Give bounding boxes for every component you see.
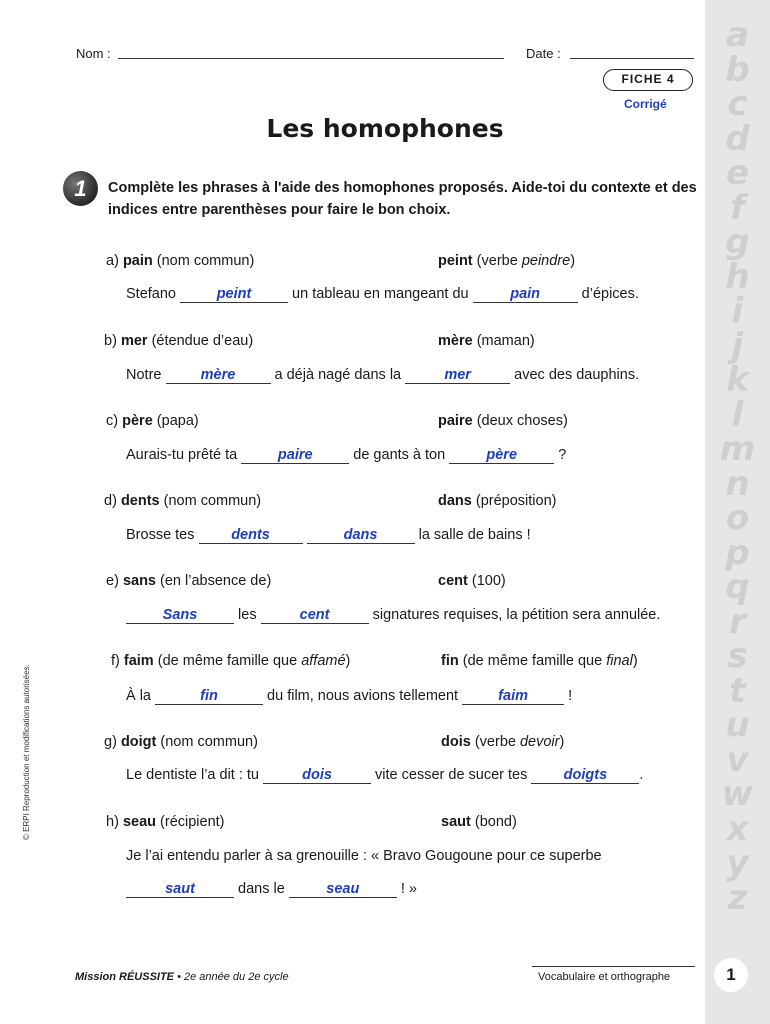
homophone-2: cent (438, 573, 468, 589)
sentence-text: avec des dauphins. (510, 367, 640, 383)
corrige-label: Corrigé (624, 97, 667, 111)
sentence-text: un tableau en mangeant du (288, 286, 473, 302)
homophone-1: dents (120, 493, 160, 509)
footer-section: Vocabulaire et orthographe (538, 971, 671, 983)
sentence-text: ! (564, 688, 573, 704)
sentence-text: a déjà nagé dans la (270, 367, 406, 383)
homophone-1: sans (122, 573, 156, 589)
sidebar-letter: d (725, 118, 750, 159)
sentence-text: vite cesser de sucer tes (371, 767, 532, 783)
answer-blank: pain (473, 286, 578, 303)
item-sentence (126, 607, 660, 624)
sidebar-letter: s (727, 636, 748, 676)
sentence-text: À la (126, 688, 156, 704)
item-header-2 (438, 333, 535, 349)
item-header (104, 493, 261, 509)
hint-1: (étendue d’eau) (151, 333, 254, 349)
answer-blank: seau (289, 881, 397, 898)
homophone-1: mer (120, 333, 148, 349)
answer-blank: doigts (531, 767, 639, 784)
sidebar-letter: t (729, 670, 746, 711)
hint-1: (en l’absence de) (160, 573, 272, 589)
homophone-2: saut (441, 814, 471, 830)
hint-2: (verbe (476, 253, 522, 269)
date-line (570, 58, 694, 59)
sentence-text: Notre (126, 367, 166, 383)
item-header (111, 653, 350, 669)
homophone-1: père (122, 413, 153, 429)
hint-1: (papa) (156, 413, 199, 429)
sidebar-letter: w (721, 774, 754, 814)
copyright-credit: © ERPI Reproduction et modifications autorisées. (22, 664, 31, 840)
hint-1: (nom commun) (156, 253, 255, 269)
hint-1-italic: affamé (301, 653, 346, 669)
sidebar-letter: z (727, 877, 748, 918)
sentence-text: Aurais-tu prêté ta (126, 447, 242, 463)
hint-1-end: ) (345, 653, 351, 669)
sidebar-letter: n (725, 463, 750, 504)
exercise-number-badge: 1 (63, 171, 98, 206)
answer-blank: mer (405, 367, 510, 384)
hint-2-end: ) (570, 253, 576, 269)
homophone-2: mère (438, 333, 473, 349)
footer-rule (532, 966, 695, 967)
answer-blank: peint (180, 286, 288, 303)
item-letter: h) (106, 814, 119, 830)
sentence-text: les (234, 607, 261, 623)
homophone-2: peint (438, 253, 473, 269)
sentence-text: ! » (396, 881, 417, 897)
item-sentence (126, 688, 572, 705)
item-letter: e) (106, 573, 119, 589)
sentence-text: . (639, 767, 644, 783)
sidebar-letter: h (725, 256, 750, 297)
item-sentence (126, 881, 417, 898)
sidebar-letter: q (725, 567, 750, 607)
item-sentence (126, 367, 639, 384)
answer-blank: dans (307, 527, 415, 544)
sentence-line-1: Je l’ai entendu parler à sa grenouille : « Bravo Gougoune pour ce superbe (126, 848, 602, 864)
answer-blank: mère (166, 367, 271, 384)
item-header-2 (438, 253, 575, 269)
hint-2-italic: devoir (519, 734, 560, 750)
sentence-text: Stefano (126, 286, 181, 302)
answer-blank: faim (462, 688, 564, 705)
item-header (106, 573, 271, 589)
item-header (106, 814, 225, 830)
sidebar-letter: y (726, 843, 749, 883)
sidebar-letter: e (725, 153, 750, 193)
name-line (118, 58, 504, 59)
sidebar-letter: p (725, 532, 750, 573)
footer-annee: • 2e année du 2e cycle (177, 971, 289, 983)
homophone-2: dans (438, 493, 472, 509)
item-letter: d) (104, 493, 117, 509)
item-header (106, 413, 199, 429)
homophone-1: seau (122, 814, 156, 830)
hint-2: (maman) (476, 333, 535, 349)
answer-blank: saut (126, 881, 234, 898)
footer-book-title (75, 971, 289, 983)
sentence-text: de gants à ton (349, 447, 450, 463)
item-letter: c) (106, 413, 119, 429)
hint-2: (préposition) (475, 493, 557, 509)
item-letter: g) (104, 734, 117, 750)
sidebar-letter: o (725, 498, 750, 538)
sidebar-letter: b (725, 49, 750, 90)
sidebar-letter: a (726, 15, 749, 55)
sidebar-letter: f (730, 187, 745, 228)
homophone-1: doigt (120, 734, 157, 750)
item-header-2 (438, 573, 506, 589)
item-header-2 (441, 734, 564, 750)
homophone-2: paire (438, 413, 473, 429)
alphabet-sidebar (705, 0, 770, 1024)
sentence-text: d’épices. (577, 286, 639, 302)
hint-2: (deux choses) (476, 413, 568, 429)
answer-blank: paire (241, 447, 349, 464)
hint-2-end: ) (632, 653, 638, 669)
homophone-1: faim (123, 653, 154, 669)
homophone-2: dois (441, 734, 471, 750)
sentence-text: du film, nous avions tellement (263, 688, 463, 704)
hint-2-italic: final (606, 653, 633, 669)
item-sentence (126, 767, 643, 784)
fiche-badge: FICHE 4 (603, 69, 693, 91)
hint-1: (de même famille que (157, 653, 302, 669)
item-header (104, 333, 253, 349)
hint-2: (verbe (474, 734, 520, 750)
homophone-1: pain (122, 253, 153, 269)
answer-blank: dents (199, 527, 303, 544)
sentence-text: la salle de bains ! (414, 527, 531, 543)
date-label: Date : (526, 46, 561, 61)
hint-1: (nom commun) (163, 493, 262, 509)
item-letter: a) (106, 253, 119, 269)
sentence-text: Brosse tes (126, 527, 199, 543)
item-header (106, 253, 254, 269)
sidebar-letter: u (725, 705, 750, 745)
sidebar-letter: k (726, 360, 749, 400)
item-header (104, 734, 258, 750)
sidebar-letter: g (725, 222, 750, 262)
item-header-2 (441, 814, 517, 830)
sidebar-letter: x (726, 808, 749, 849)
sidebar-letter: j (731, 325, 744, 366)
item-header-2 (438, 493, 556, 509)
answer-blank: dois (263, 767, 371, 784)
sentence-text: signatures requises, la pétition sera annulée. (368, 607, 661, 623)
sentence-text: dans le (234, 881, 289, 897)
sidebar-letter: m (719, 429, 756, 469)
page-number: 1 (714, 958, 748, 992)
item-sentence (126, 286, 639, 303)
sidebar-letter: i (731, 291, 744, 331)
hint-1: (nom commun) (160, 734, 258, 750)
item-sentence (126, 447, 566, 464)
answer-blank: père (449, 447, 554, 464)
item-letter: b) (104, 333, 117, 349)
item-sentence (126, 527, 531, 544)
answer-blank: cent (261, 607, 369, 624)
item-letter: f) (111, 653, 120, 669)
sidebar-letter: l (731, 394, 744, 435)
homophone-2: fin (441, 653, 459, 669)
hint-2-italic: peindre (521, 253, 571, 269)
sidebar-letter: v (726, 739, 749, 780)
exercise-instruction: Complète les phrases à l'aide des homophones proposés. Aide-toi du contexte et des indices entre parenthèses pour faire le bon choix. (108, 180, 697, 218)
name-label: Nom : (76, 46, 111, 61)
sidebar-letter: c (727, 84, 748, 124)
answer-blank: fin (155, 688, 263, 705)
hint-2-end: ) (559, 734, 565, 750)
hint-2: (de même famille que (462, 653, 607, 669)
alphabet-letters (705, 15, 770, 918)
sentence-text: ? (554, 447, 567, 463)
sentence-text: Le dentiste l’a dit : tu (126, 767, 264, 783)
footer-mission: Mission RÉUSSITE (75, 971, 175, 983)
sidebar-letter: r (729, 601, 746, 642)
item-header-2 (438, 413, 568, 429)
hint-2: (100) (471, 573, 506, 589)
hint-2: (bond) (474, 814, 517, 830)
answer-blank: Sans (126, 607, 234, 624)
hint-1: (récipient) (160, 814, 225, 830)
item-header-2 (441, 653, 638, 669)
page-title: Les homophones (266, 114, 504, 143)
